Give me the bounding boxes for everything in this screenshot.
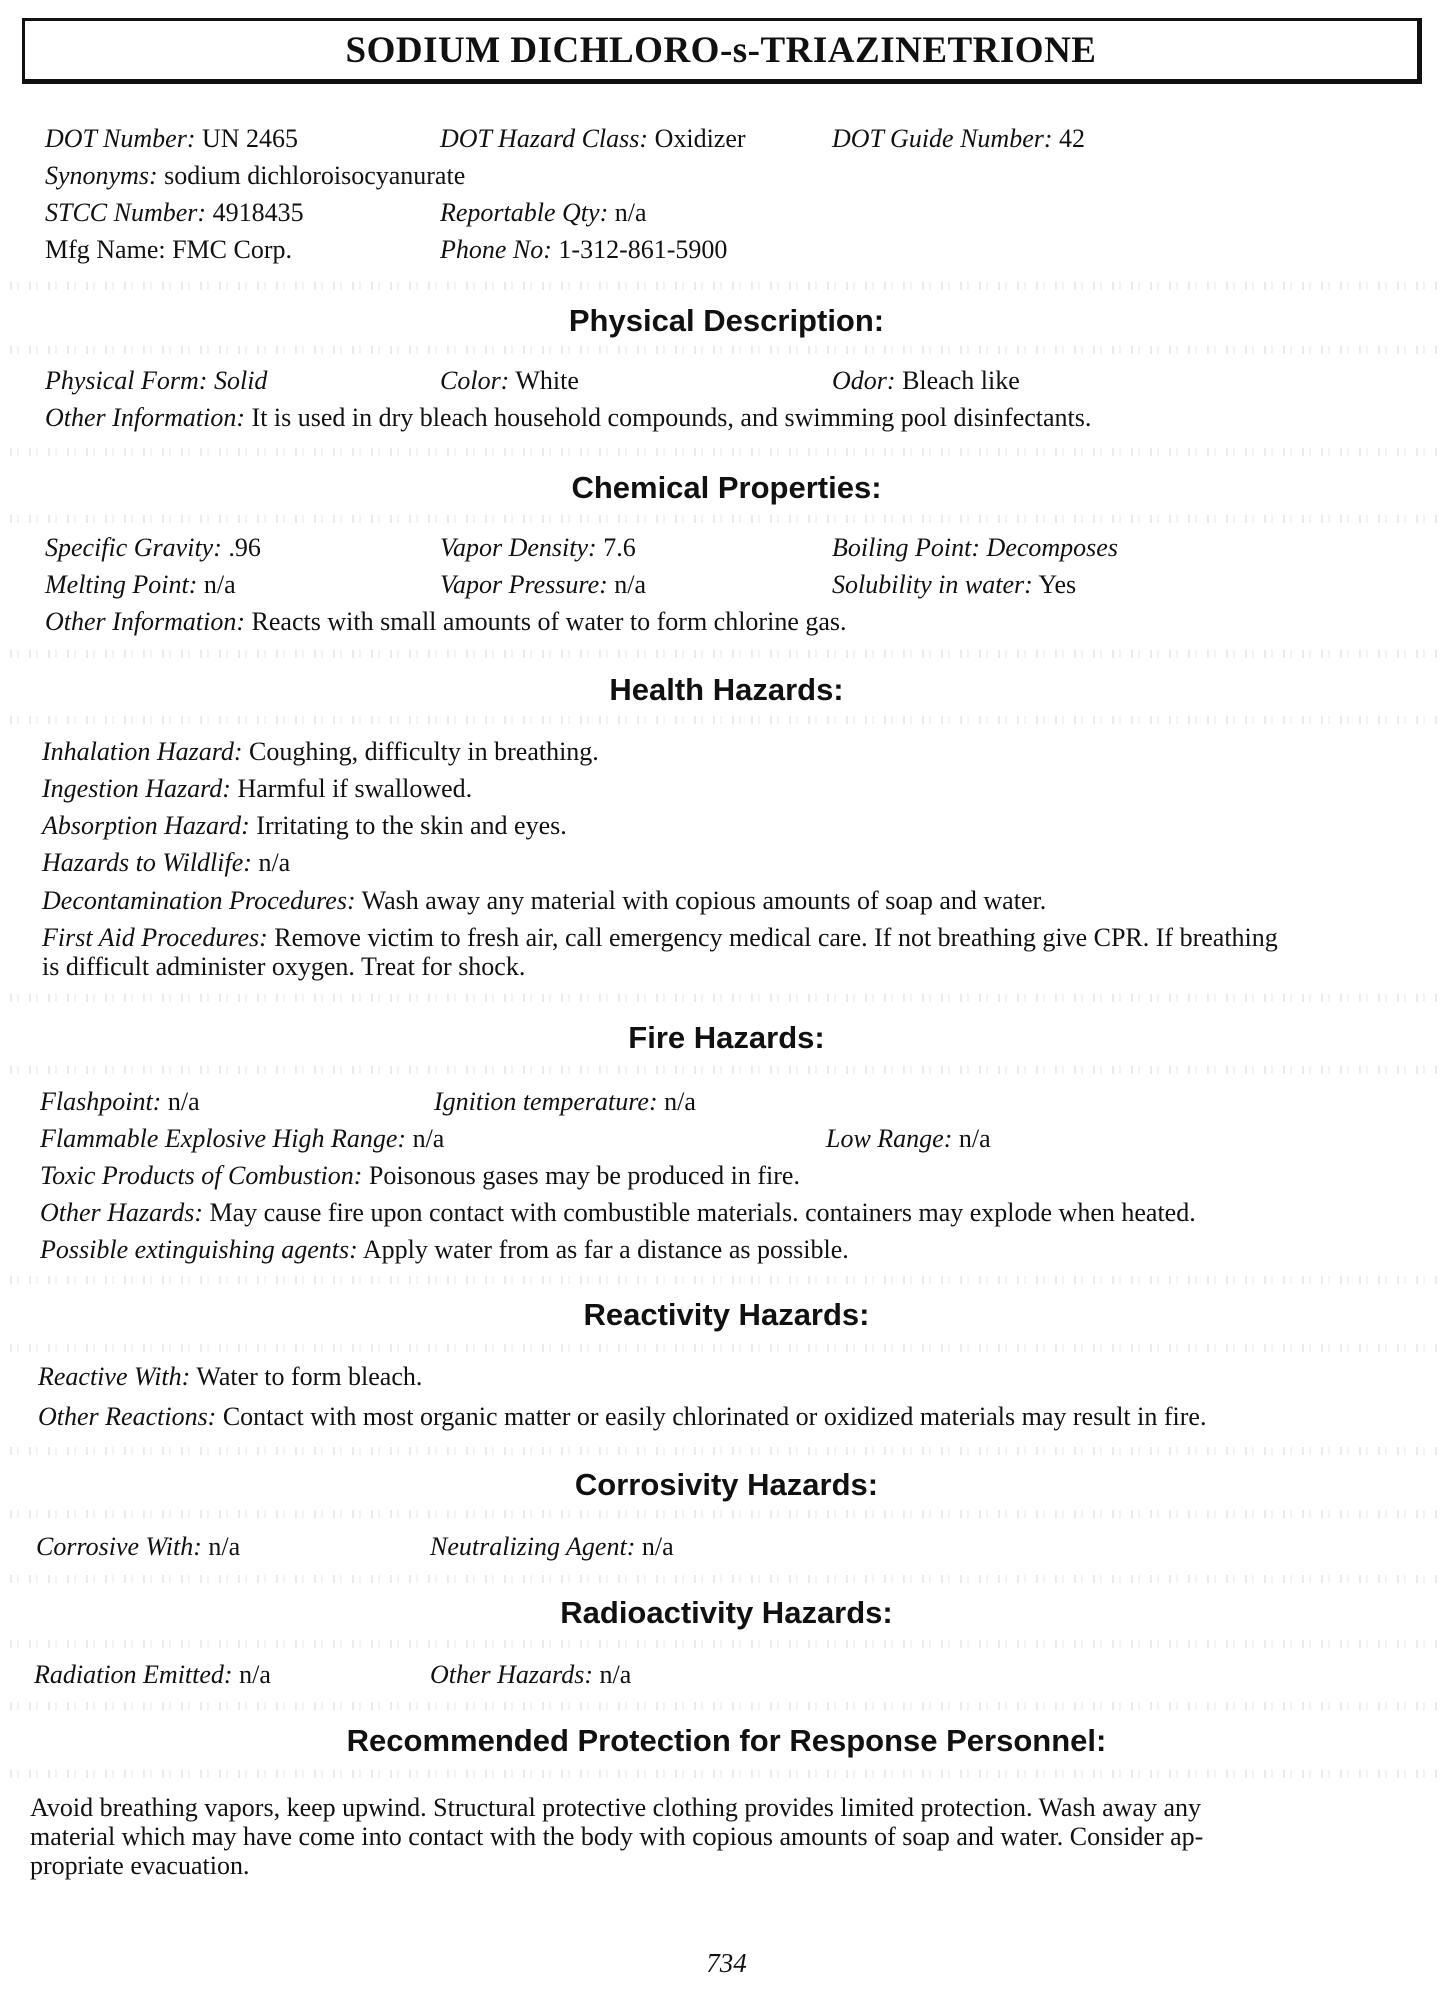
absorption-value: Irritating to the skin and eyes. (256, 811, 567, 840)
extinguishing-field (40, 1235, 849, 1265)
odor-value: Bleach like (902, 366, 1020, 395)
ignition-label: Ignition temperature: (434, 1087, 658, 1116)
hazard-class-field (440, 124, 746, 154)
color-label: Color: (440, 366, 510, 395)
vapor-pressure-value: n/a (614, 570, 647, 599)
first-aid-value-cont: is difficult administer oxygen. Treat for shock. (42, 952, 526, 981)
scan-noise (10, 1276, 1440, 1284)
first-aid-field (42, 923, 1432, 981)
mfg-field (45, 235, 292, 265)
stcc-field (45, 198, 304, 228)
corrosive-with-field (36, 1532, 240, 1562)
scan-noise (10, 1344, 1440, 1352)
corrosive-with-value: n/a (208, 1532, 241, 1561)
other-reactions-field (38, 1402, 1206, 1432)
mfg-value: FMC Corp. (172, 235, 293, 264)
scan-noise (10, 346, 1440, 354)
melting-point-field (45, 570, 236, 600)
melting-point-label: Melting Point: (45, 570, 198, 599)
radiation-emitted-value: n/a (239, 1660, 271, 1689)
protection-line: propriate evacuation. (30, 1851, 250, 1880)
guide-number-value: 42 (1059, 124, 1086, 153)
reactive-with-value: Water to form bleach. (196, 1362, 423, 1391)
section-heading-corrosivity: Corrosivity Hazards: (574, 1467, 879, 1502)
section-heading-fire: Fire Hazards: (628, 1020, 825, 1055)
specific-gravity-field (45, 533, 261, 563)
protection-line: Avoid breathing vapors, keep upwind. Structural protective clothing provides limited protection. Wash away any (30, 1793, 1201, 1822)
protection-line: material which may have come into contact with the body with copious amounts of soap and water. Consider ap- (30, 1822, 1204, 1851)
vapor-pressure-field (440, 570, 646, 600)
flashpoint-label: Flashpoint: (40, 1087, 162, 1116)
melting-point-value: n/a (203, 570, 236, 599)
scan-noise (10, 1447, 1440, 1455)
toxic-products-field (40, 1161, 800, 1191)
scan-noise (10, 1770, 1440, 1778)
decontamination-label: Decontamination Procedures: (42, 886, 356, 915)
vapor-density-field (440, 533, 636, 563)
ingestion-field (42, 774, 472, 804)
phone-value: 1-312-861-5900 (558, 235, 728, 264)
neutralizing-agent-value: n/a (641, 1532, 674, 1561)
absorption-field (42, 811, 567, 841)
wildlife-label: Hazards to Wildlife: (42, 848, 252, 877)
inhalation-value: Coughing, difficulty in breathing. (249, 737, 599, 766)
low-range-value: n/a (958, 1124, 991, 1153)
section-heading-radioactivity: Radioactivity Hazards: (560, 1595, 893, 1630)
ingestion-value: Harmful if swallowed. (237, 774, 473, 803)
fire-other-hazards-label: Other Hazards: (40, 1198, 203, 1227)
solubility-label: Solubility in water: (832, 570, 1033, 599)
toxic-products-value: Poisonous gases may be produced in fire. (368, 1161, 800, 1190)
section-heading-protection: Recommended Protection for Response Personnel: (346, 1723, 1107, 1758)
protection-paragraph (30, 1793, 1430, 1880)
reactive-with-field (38, 1362, 422, 1392)
hazard-class-value: Oxidizer (654, 124, 746, 153)
extinguishing-label: Possible extinguishing agents: (40, 1235, 358, 1264)
flashpoint-value: n/a (167, 1087, 200, 1116)
other-reactions-label: Other Reactions: (38, 1402, 217, 1431)
extinguishing-value: Apply water from as far a distance as possible. (362, 1235, 849, 1264)
scan-noise (10, 515, 1440, 523)
radiation-emitted-field (34, 1660, 271, 1690)
high-range-label: Flammable Explosive High Range: (40, 1124, 407, 1153)
other-reactions-value: Contact with most organic matter or easily chlorinated or oxidized materials may result in fire. (222, 1402, 1207, 1431)
scan-noise (10, 448, 1440, 456)
specific-gravity-value: .96 (228, 533, 261, 562)
guide-number-field (832, 124, 1085, 154)
guide-number-label: DOT Guide Number: (832, 124, 1053, 153)
physical-other-label: Other Information: (45, 403, 246, 432)
physical-other-value: It is used in dry bleach household compounds, and swimming pool disinfectants. (251, 403, 1092, 432)
wildlife-field (42, 848, 290, 878)
fire-other-hazards-value: May cause fire upon contact with combustible materials. containers may explode when heated. (209, 1198, 1196, 1227)
physical-form-label: Physical Form: (45, 366, 208, 395)
section-heading-chemical: Chemical Properties: (571, 470, 882, 505)
scan-noise (10, 1702, 1440, 1710)
inhalation-label: Inhalation Hazard: (42, 737, 243, 766)
ingestion-label: Ingestion Hazard: (42, 774, 231, 803)
scan-noise (10, 1510, 1440, 1518)
synonyms-value: sodium dichloroisocyanurate (164, 161, 466, 190)
solubility-value: Yes (1038, 570, 1077, 599)
high-range-value: n/a (412, 1124, 445, 1153)
fire-other-hazards-field (40, 1198, 1196, 1228)
radiation-emitted-label: Radiation Emitted: (34, 1660, 233, 1689)
radio-other-hazards-value: n/a (599, 1660, 632, 1689)
absorption-label: Absorption Hazard: (42, 811, 250, 840)
scan-noise (10, 1066, 1440, 1074)
first-aid-value: Remove victim to fresh air, call emergency medical care. If not breathing give CPR. If breathing (274, 923, 1278, 952)
decontamination-value: Wash away any material with copious amounts of soap and water. (361, 886, 1047, 915)
high-range-field (40, 1124, 444, 1154)
odor-label: Odor: (832, 366, 896, 395)
chemical-other-label: Other Information: (45, 607, 246, 636)
color-value: White (515, 366, 579, 395)
wildlife-value: n/a (258, 848, 291, 877)
reactive-with-label: Reactive With: (38, 1362, 191, 1391)
low-range-label: Low Range: (826, 1124, 953, 1153)
reportable-qty-value: n/a (614, 198, 647, 227)
color-field (440, 366, 579, 396)
phone-label: Phone No: (440, 235, 552, 264)
vapor-density-label: Vapor Density: (440, 533, 597, 562)
dot-number-field (45, 124, 298, 154)
first-aid-label: First Aid Procedures: (42, 923, 268, 952)
synonyms-label: Synonyms: (45, 161, 158, 190)
radio-other-hazards-field (430, 1660, 631, 1690)
mfg-label: Mfg Name: (45, 235, 166, 264)
scan-noise (10, 994, 1440, 1002)
scan-noise (10, 282, 1440, 290)
vapor-pressure-label: Vapor Pressure: (440, 570, 608, 599)
dot-number-label: DOT Number: (45, 124, 196, 153)
section-heading-health: Health Hazards: (609, 672, 844, 707)
scan-noise (10, 650, 1440, 658)
neutralizing-agent-label: Neutralizing Agent: (430, 1532, 636, 1561)
toxic-products-label: Toxic Products of Combustion: (40, 1161, 363, 1190)
vapor-density-value: 7.6 (603, 533, 636, 562)
dot-number-value: UN 2465 (201, 124, 299, 153)
section-heading-reactivity: Reactivity Hazards: (583, 1297, 870, 1332)
synonyms-field (45, 161, 465, 191)
stcc-label: STCC Number: (45, 198, 207, 227)
reportable-qty-field (440, 198, 647, 228)
page-title: SODIUM DICHLORO-s-TRIAZINETRIONE (345, 29, 1097, 71)
reportable-qty-label: Reportable Qty: (440, 198, 609, 227)
solubility-field (832, 570, 1076, 600)
ignition-value: n/a (664, 1087, 696, 1116)
chemical-other-value: Reacts with small amounts of water to form chlorine gas. (251, 607, 847, 636)
boiling-point-field (832, 533, 1118, 563)
stcc-value: 4918435 (212, 198, 304, 227)
section-heading-physical: Physical Description: (568, 303, 885, 338)
physical-form-field (45, 366, 267, 396)
phone-field (440, 235, 727, 265)
chemical-other-field (45, 607, 847, 637)
hazard-class-label: DOT Hazard Class: (440, 124, 649, 153)
page-number: 734 (706, 1948, 747, 1978)
radio-other-hazards-label: Other Hazards: (430, 1660, 593, 1689)
odor-field (832, 366, 1020, 396)
neutralizing-agent-field (430, 1532, 674, 1562)
ignition-field (434, 1087, 696, 1117)
decontamination-field (42, 886, 1046, 916)
physical-form-value: Solid (213, 366, 268, 395)
boiling-point-value: Decomposes (986, 533, 1118, 562)
boiling-point-label: Boiling Point: (832, 533, 981, 562)
corrosive-with-label: Corrosive With: (36, 1532, 202, 1561)
scan-noise (10, 1640, 1440, 1648)
scan-noise (10, 1575, 1440, 1583)
flashpoint-field (40, 1087, 200, 1117)
scan-noise (10, 716, 1440, 724)
low-range-field (826, 1124, 991, 1154)
specific-gravity-label: Specific Gravity: (45, 533, 222, 562)
physical-other-field (45, 403, 1091, 433)
title-box (22, 18, 1422, 84)
inhalation-field (42, 737, 599, 767)
